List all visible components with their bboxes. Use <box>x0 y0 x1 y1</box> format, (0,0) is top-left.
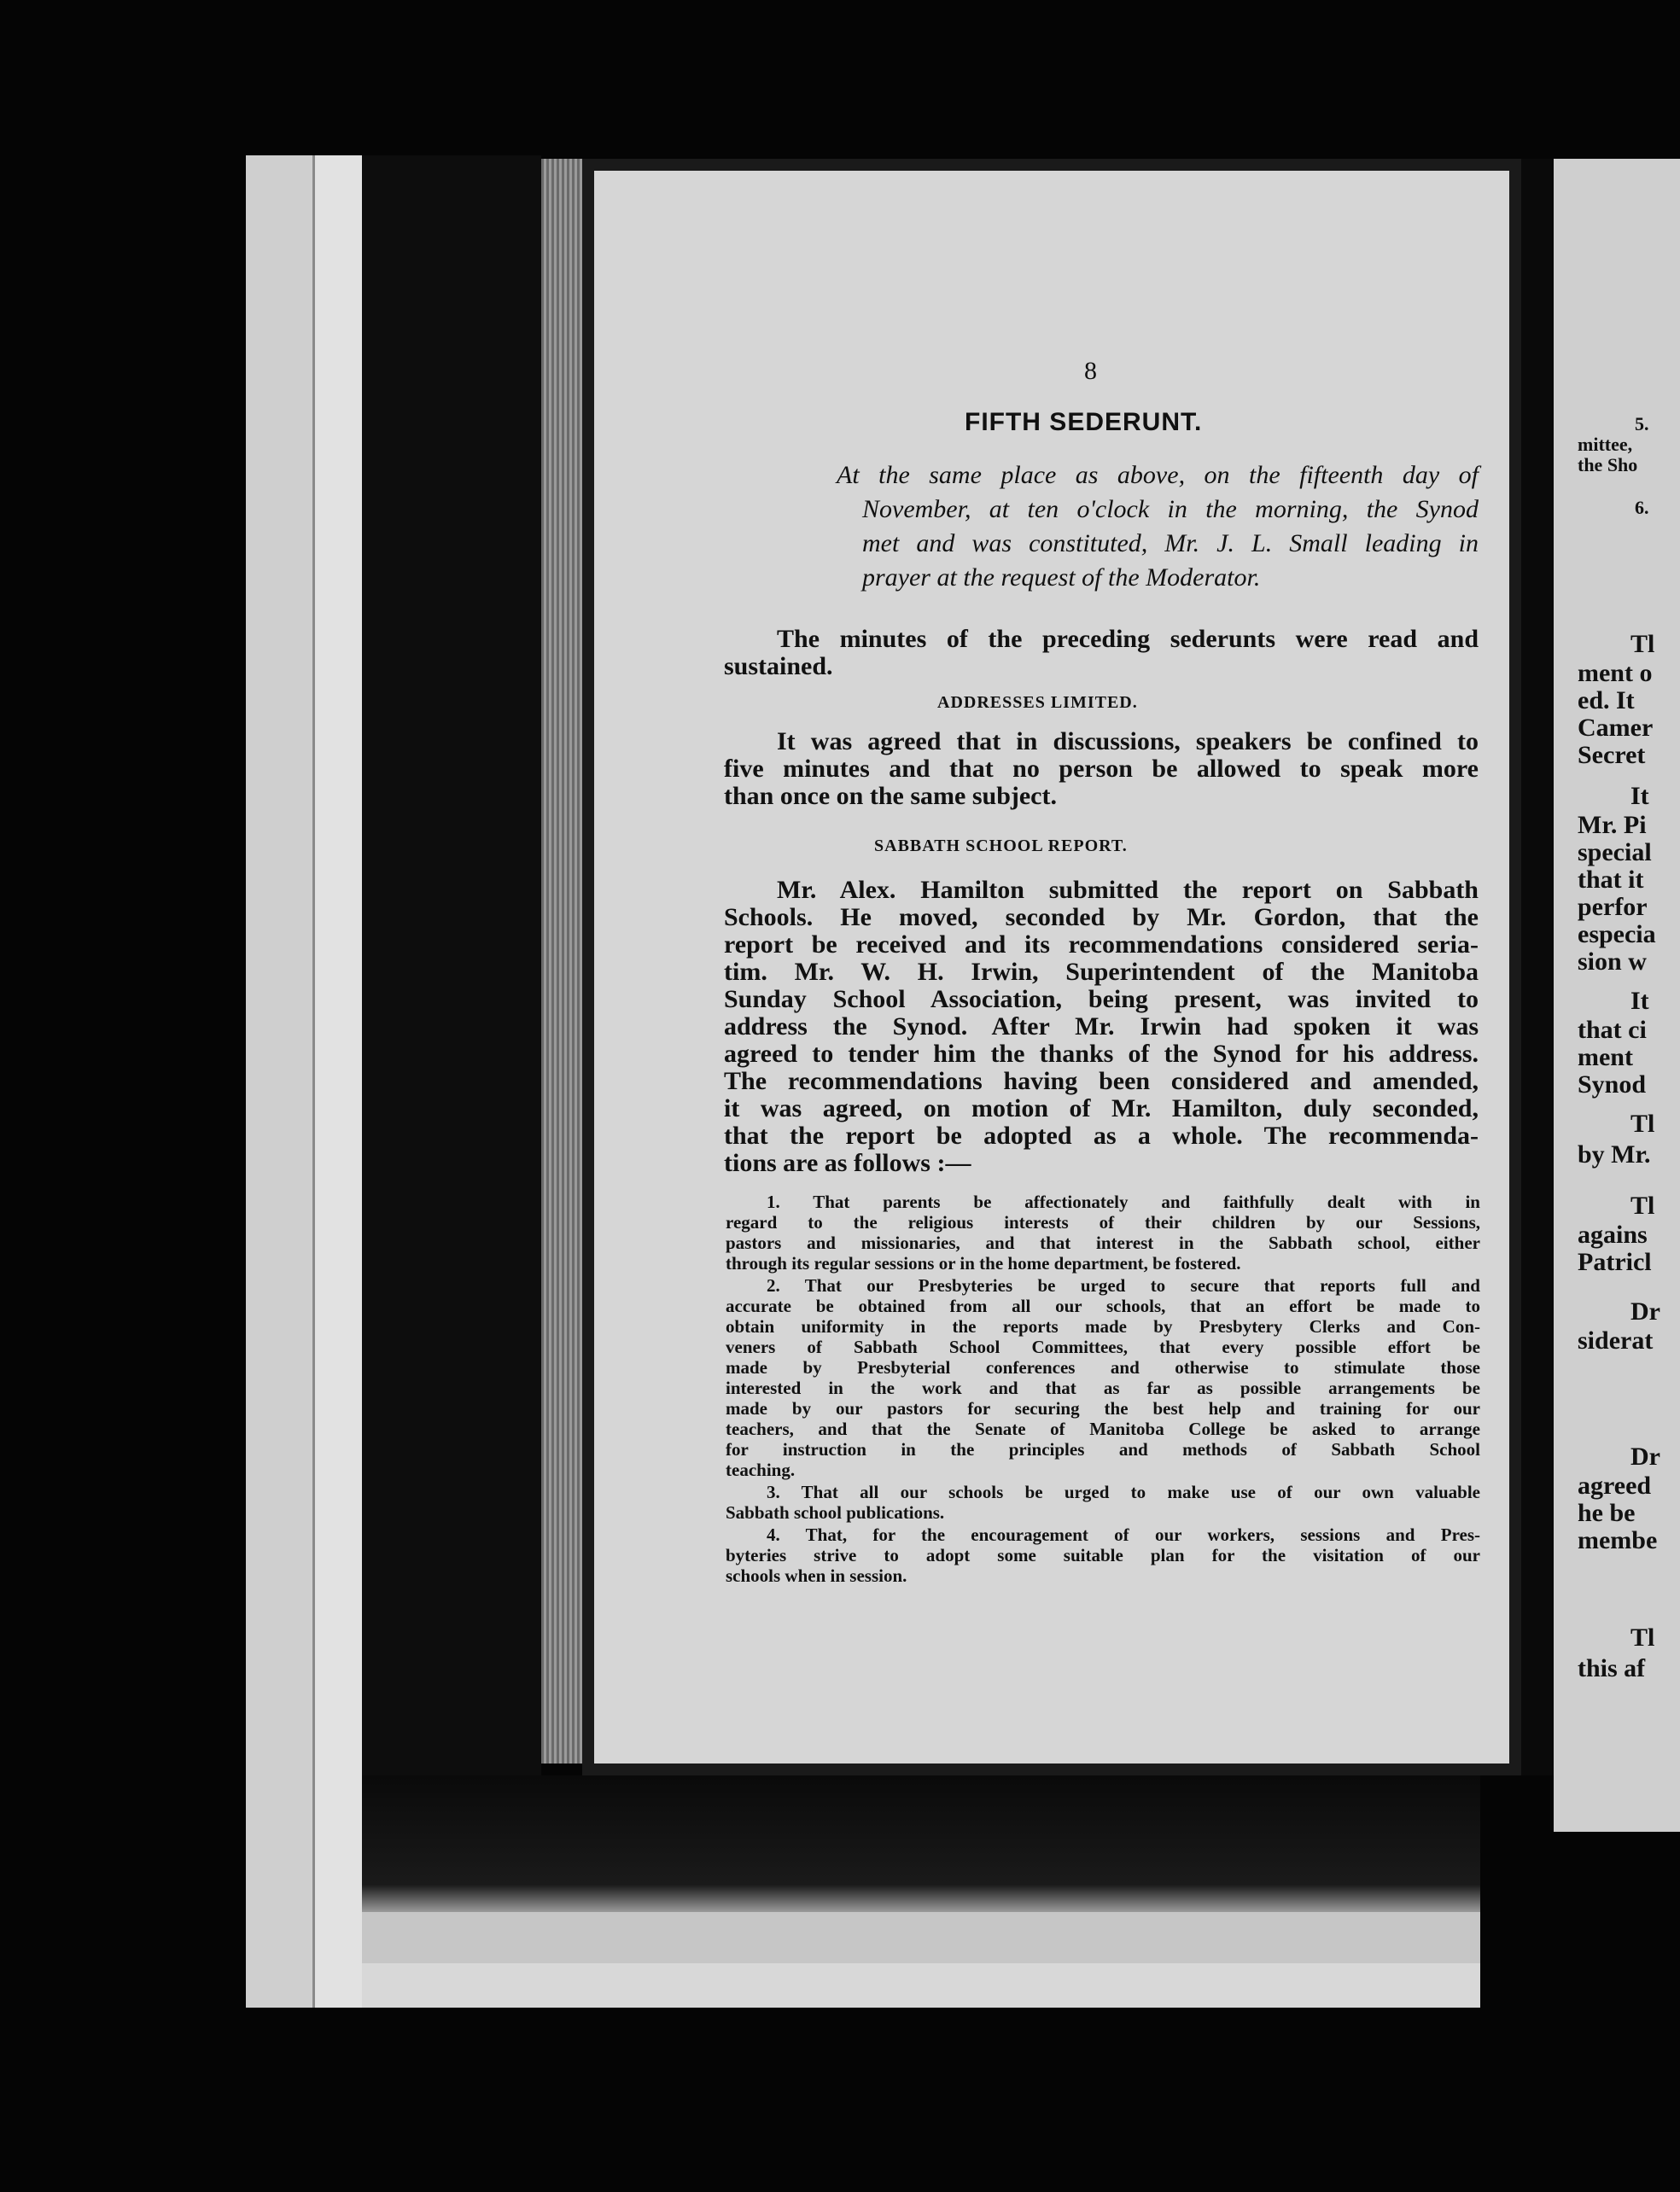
recommendation-line: 1. That parents be affectionately and faithfully dealt with in <box>767 1192 1480 1212</box>
recommendation-line: through its regular sessions or in the home department, be fostered. <box>726 1253 1241 1274</box>
facing-line: 5. <box>1635 413 1649 434</box>
recommendation-line: byteries strive to adopt some suitable plan for the visitation of our <box>726 1545 1480 1565</box>
recommendation-line: 2. That our Presbyteries be urged to secure that reports full and <box>767 1275 1480 1296</box>
recommendation-line: interested in the work and that as far as possible arrangements be <box>726 1378 1480 1398</box>
facing-line: that ci <box>1578 1016 1647 1044</box>
sabbath-school-heading: SABBATH SCHOOL REPORT. <box>874 837 1128 855</box>
left-page-inner-edge <box>312 155 365 2008</box>
facing-line: Synod <box>1578 1070 1647 1099</box>
facing-line: special <box>1578 838 1652 866</box>
recommendation-line: accurate be obtained from all our schools, that an effort be made to <box>726 1296 1480 1316</box>
addresses-line: It was agreed that in discussions, speakers be confined to <box>777 727 1479 755</box>
facing-line: ment o <box>1578 659 1653 687</box>
report-line: it was agreed, on motion of Mr. Hamilton, duly seconded, <box>724 1094 1479 1122</box>
recommendation-line: obtain uniformity in the reports made by Presbytery Clerks and Con- <box>726 1316 1480 1337</box>
recommendation-line: Sabbath school publications. <box>726 1502 945 1523</box>
recommendation-line: 3. That all our schools be urged to make use of our own valuable <box>767 1482 1480 1502</box>
book-binding-shadow <box>362 155 541 1777</box>
facing-line: especia <box>1578 920 1656 948</box>
report-line: report be received and its recommendations considered seria- <box>724 930 1479 959</box>
recommendation-line: veners of Sabbath School Committees, that every possible effort be <box>726 1337 1480 1357</box>
facing-line: It <box>1630 782 1649 810</box>
facing-page <box>1554 159 1680 1832</box>
addresses-line: than once on the same subject. <box>724 782 1057 810</box>
lower-page-edge <box>362 1963 1480 2008</box>
lower-page-shadow <box>362 1775 1480 1912</box>
recommendation-line: teachers, and that the Senate of Manitoba College be asked to arrange <box>726 1419 1480 1439</box>
minutes-line: The minutes of the preceding sederunts were read and <box>777 625 1479 653</box>
intro-line: November, at ten o'clock in the morning, the Synod <box>862 495 1479 523</box>
report-line: that the report be adopted as a whole. The recommenda- <box>724 1122 1479 1150</box>
intro-line: At the same place as above, on the fifteenth day of <box>837 461 1479 489</box>
section-heading: FIFTH SEDERUNT. <box>965 408 1203 436</box>
facing-line: ment <box>1578 1043 1633 1071</box>
facing-line: perfor <box>1578 893 1648 921</box>
facing-line: that it <box>1578 866 1644 894</box>
facing-line: Patricl <box>1578 1248 1652 1276</box>
report-line: The recommendations having been considered and amended, <box>724 1067 1479 1095</box>
report-line: address the Synod. After Mr. Irwin had spoken it was <box>724 1012 1479 1041</box>
report-line: agreed to tender him the thanks of the Synod for his address. <box>724 1040 1479 1068</box>
facing-line: siderat <box>1578 1326 1654 1355</box>
recommendation-line: pastors and missionaries, and that interest in the Sabbath school, either <box>726 1233 1480 1253</box>
recommendation-line: schools when in session. <box>726 1565 907 1586</box>
right-gutter <box>1521 159 1554 1775</box>
recommendation-line: teaching. <box>726 1460 796 1480</box>
recommendation-line: made by Presbyterial conferences and otherwise to stimulate those <box>726 1357 1480 1378</box>
facing-line: agains <box>1578 1221 1648 1249</box>
report-line: Sunday School Association, being present, was invited to <box>724 985 1479 1013</box>
facing-line: this af <box>1578 1654 1646 1682</box>
facing-line: by Mr. <box>1578 1140 1651 1169</box>
facing-line: It <box>1630 987 1649 1015</box>
intro-line: prayer at the request of the Moderator. <box>862 563 1261 592</box>
page-number: 8 <box>1084 357 1097 385</box>
minutes-line: sustained. <box>724 652 833 680</box>
facing-line: the Sho <box>1578 454 1638 475</box>
facing-line: Tl <box>1630 630 1655 658</box>
facing-line: he be <box>1578 1499 1636 1527</box>
facing-line: sion w <box>1578 947 1647 976</box>
addresses-heading: ADDRESSES LIMITED. <box>937 693 1138 712</box>
recommendation-line: regard to the religious interests of their children by our Sessions, <box>726 1212 1480 1233</box>
facing-line: mittee, <box>1578 434 1633 455</box>
facing-line: Dr <box>1630 1297 1660 1326</box>
report-line: Schools. He moved, seconded by Mr. Gordon, that the <box>724 903 1479 931</box>
addresses-line: five minutes and that no person be allowed to speak more <box>724 755 1479 783</box>
recommendation-line: made by our pastors for securing the best help and training for our <box>726 1398 1480 1419</box>
facing-line: 6. <box>1635 497 1649 518</box>
facing-line: ed. It <box>1578 686 1635 714</box>
facing-line: agreed <box>1578 1472 1652 1500</box>
stacked-page-edges <box>541 159 582 1764</box>
facing-line: membe <box>1578 1526 1658 1554</box>
intro-line: met and was constituted, Mr. J. L. Small leading in <box>862 529 1479 557</box>
facing-line: Secret <box>1578 741 1646 769</box>
recommendation-line: 4. That, for the encouragement of our workers, sessions and Pres- <box>767 1524 1480 1545</box>
facing-line: Tl <box>1630 1192 1655 1220</box>
report-line: Mr. Alex. Hamilton submitted the report on Sabbath <box>777 876 1479 904</box>
facing-line: Tl <box>1630 1624 1655 1652</box>
recommendation-line: for instruction in the principles and methods of Sabbath School <box>726 1439 1480 1460</box>
facing-line: Dr <box>1630 1443 1660 1471</box>
report-line: tions are as follows :— <box>724 1149 971 1177</box>
facing-line: Tl <box>1630 1110 1655 1138</box>
report-line: tim. Mr. W. H. Irwin, Superintendent of the Manitoba <box>724 958 1479 986</box>
facing-line: Camer <box>1578 714 1654 742</box>
facing-line: Mr. Pi <box>1578 811 1647 839</box>
left-page-edge <box>246 155 312 2008</box>
